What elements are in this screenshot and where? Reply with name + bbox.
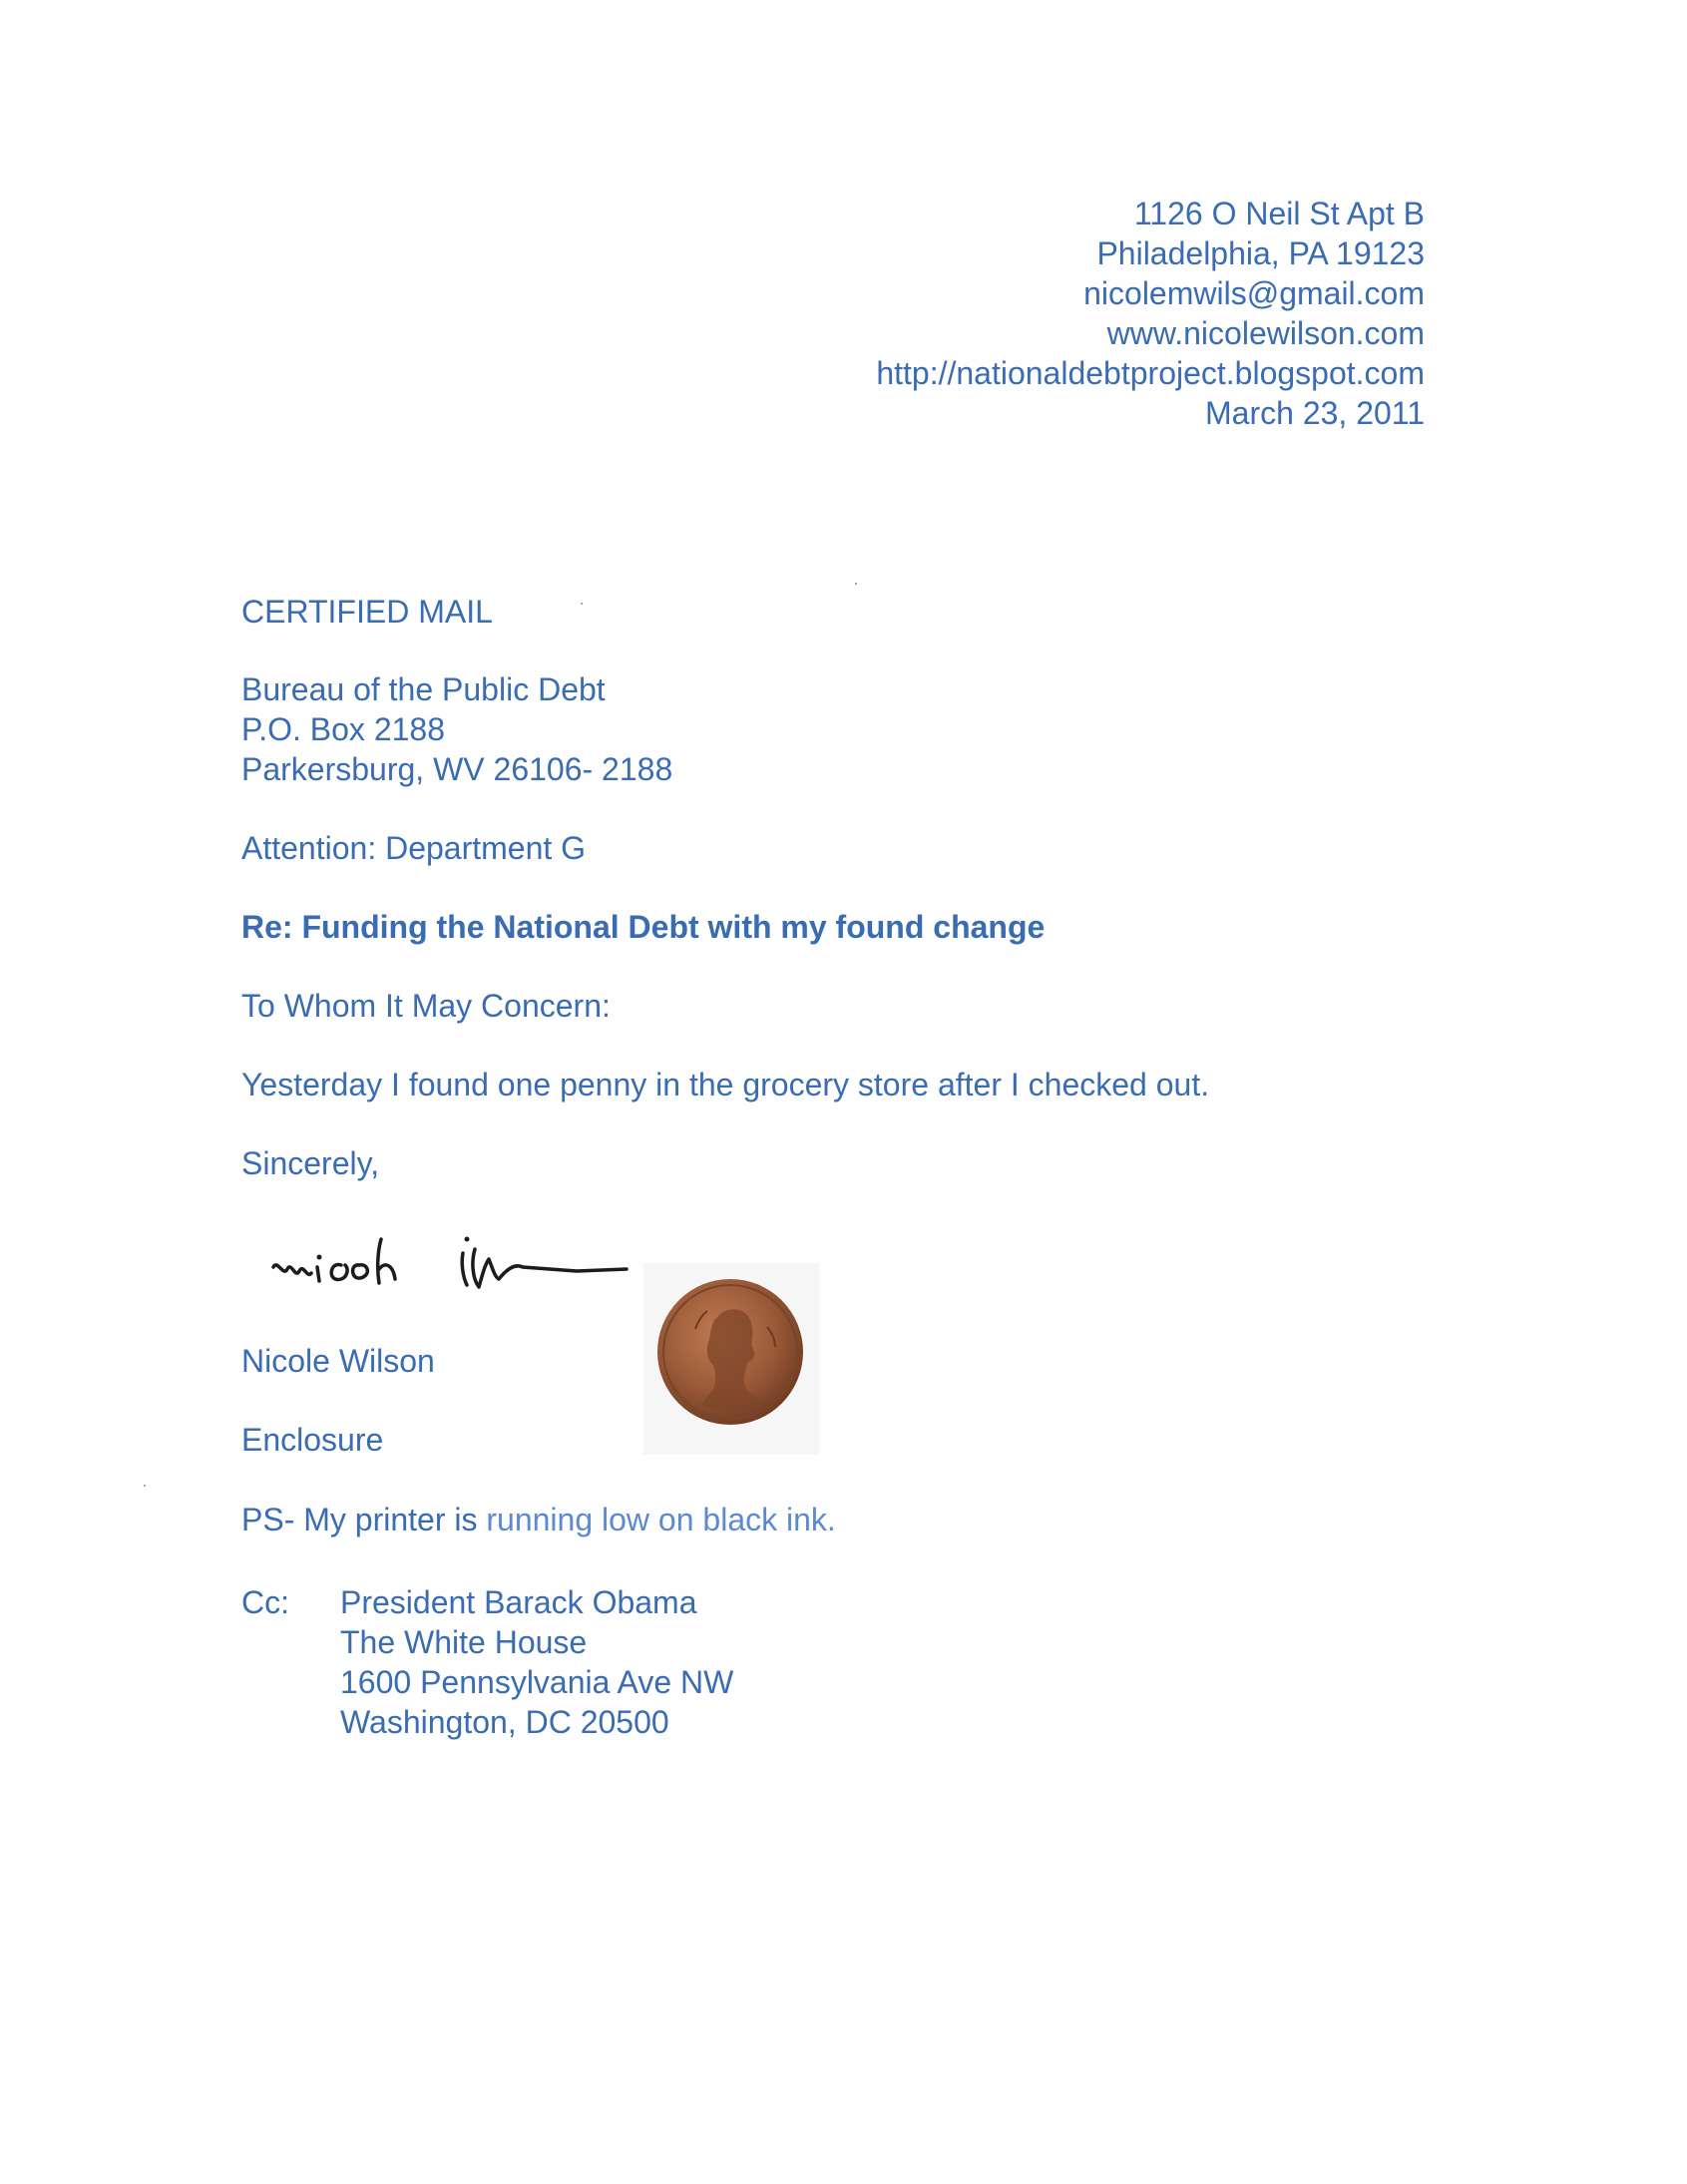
- cc-address-block: [340, 1582, 733, 1742]
- salutation: To Whom It May Concern:: [241, 988, 611, 1024]
- signature: [267, 1229, 646, 1309]
- subject-line: Re: Funding the National Debt with my found change: [241, 909, 1046, 945]
- attention-line: Attention: Department G: [241, 830, 587, 866]
- scan-speck: [855, 583, 857, 585]
- scan-speck: [581, 603, 583, 605]
- sender-address-block: [876, 194, 1425, 433]
- enclosed-penny-photo: [643, 1263, 819, 1455]
- sender-city: Philadelphia, PA 19123: [1096, 235, 1425, 271]
- recipient-city: Parkersburg, WV 26106- 2188: [241, 751, 673, 787]
- sender-street: 1126 O Neil St Apt B: [1133, 196, 1425, 231]
- cc-line: The White House: [340, 1624, 588, 1660]
- recipient-address-block: [241, 669, 672, 789]
- penny-coin-icon: [655, 1277, 805, 1427]
- sender-blog: http://nationaldebtproject.blogspot.com: [876, 355, 1425, 391]
- scan-speck: [144, 1485, 146, 1487]
- postscript-dark-text: PS- My printer is: [241, 1502, 478, 1537]
- letter-date: March 23, 2011: [1205, 395, 1425, 431]
- cc-line: Washington, DC 20500: [340, 1704, 669, 1740]
- body-paragraph: Yesterday I found one penny in the grocery store after I checked out.: [241, 1067, 1210, 1102]
- recipient-name: Bureau of the Public Debt: [241, 671, 606, 707]
- recipient-po-box: P.O. Box 2188: [241, 711, 445, 747]
- postscript-light-text: running low on black ink.: [477, 1502, 836, 1537]
- signer-name: Nicole Wilson: [241, 1343, 435, 1379]
- postscript: [241, 1500, 836, 1539]
- cc-line: President Barack Obama: [340, 1584, 697, 1620]
- enclosure-notation: Enclosure: [241, 1422, 384, 1458]
- cc-line: 1600 Pennsylvania Ave NW: [340, 1664, 734, 1700]
- closing: Sincerely,: [241, 1145, 380, 1181]
- cc-label: Cc:: [241, 1584, 289, 1620]
- mail-type: CERTIFIED MAIL: [241, 594, 493, 630]
- sender-email: nicolemwils@gmail.com: [1083, 275, 1425, 311]
- sender-website: www.nicolewilson.com: [1106, 315, 1425, 351]
